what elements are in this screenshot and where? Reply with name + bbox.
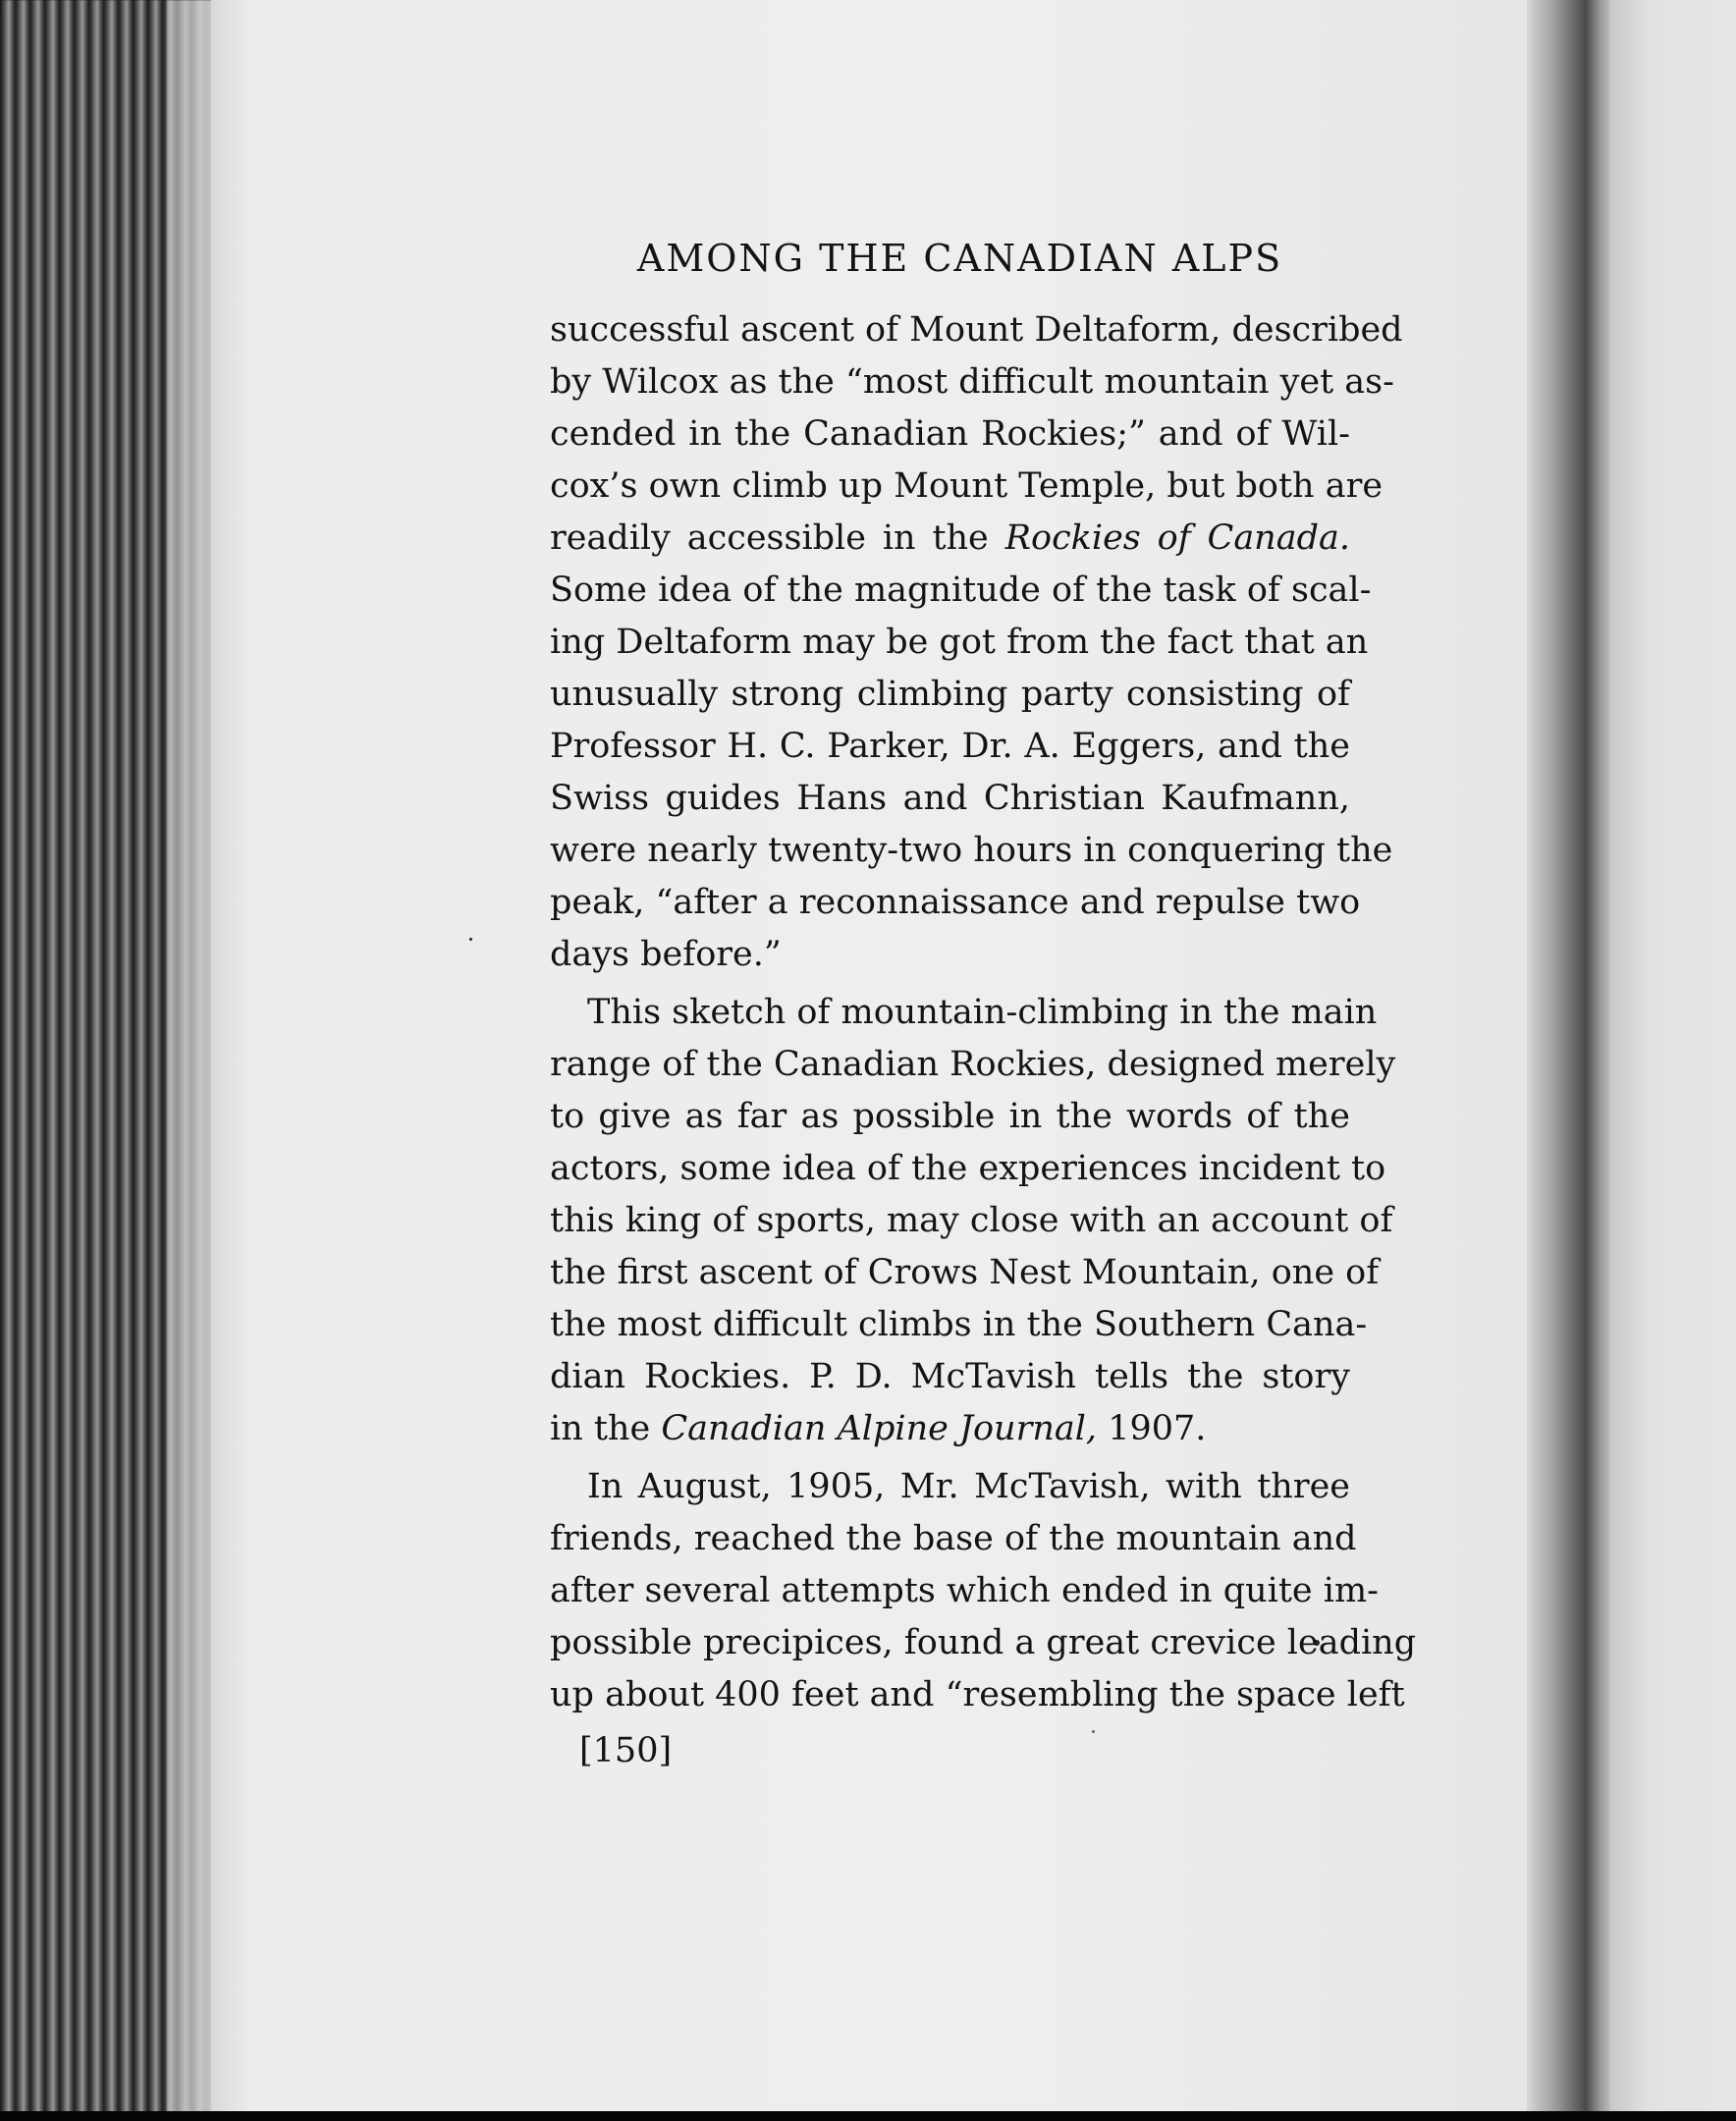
text-line: Professor H. C. Parker, Dr. A. Eggers, and the bbox=[550, 727, 1350, 766]
text-line: Swiss guides Hans and Christian Kaufmann, bbox=[550, 779, 1350, 818]
text-line: ing Deltaform may be got from the fact that an bbox=[550, 623, 1369, 662]
text-line: by Wilcox as the “most difficult mountain yet as- bbox=[550, 362, 1394, 402]
text-line: dian Rockies. P. D. McTavish tells the story bbox=[550, 1357, 1350, 1396]
text-line: cox’s own climb up Mount Temple, but both are bbox=[550, 466, 1383, 506]
text-line: cended in the Canadian Rockies;” and of Wil- bbox=[550, 414, 1350, 454]
text-line: In August, 1905, Mr. McTavish, with three bbox=[587, 1467, 1350, 1506]
paragraph-3 bbox=[550, 1461, 1417, 1721]
italic-title: Rockies of Canada. bbox=[1004, 518, 1350, 558]
page-number: [150] bbox=[579, 1731, 673, 1770]
text-line: peak, “after a reconnaissance and repulse two bbox=[550, 883, 1361, 922]
italic-title: Canadian Alpine Journal, bbox=[661, 1409, 1098, 1448]
paragraph-2 bbox=[550, 987, 1396, 1455]
text-line: after several attempts which ended in quite im- bbox=[550, 1571, 1379, 1610]
text-line: the first ascent of Crows Nest Mountain, one of bbox=[550, 1253, 1380, 1292]
text-line: days before.” bbox=[550, 935, 782, 974]
text-line-italic-title: in the Canadian Alpine Journal, 1907. bbox=[550, 1409, 1207, 1448]
page-text bbox=[550, 236, 1417, 1777]
paragraph-1 bbox=[550, 304, 1403, 981]
facing-page-edge bbox=[1610, 0, 1736, 2121]
text-line: the most difficult climbs in the Southern Cana- bbox=[550, 1305, 1368, 1344]
text-line-italic-title: readily accessible in the Rockies of Canada. bbox=[550, 518, 1350, 558]
text-line: up about 400 feet and “resembling the space left bbox=[550, 1675, 1405, 1714]
text-line: Some idea of the magnitude of the task of scal- bbox=[550, 571, 1372, 610]
text-line: This sketch of mountain-climbing in the main bbox=[587, 993, 1378, 1032]
running-head: AMONG THE CANADIAN ALPS bbox=[636, 237, 1283, 280]
scan-bottom-border bbox=[0, 2111, 1736, 2121]
paper-speck bbox=[469, 938, 472, 941]
book-gutter bbox=[1527, 0, 1615, 2121]
text-line: unusually strong climbing party consisting of bbox=[550, 675, 1350, 714]
text-line: friends, reached the base of the mountain and bbox=[550, 1519, 1357, 1558]
text-line: range of the Canadian Rockies, designed merely bbox=[550, 1045, 1396, 1084]
text-line: possible precipices, found a great crevice leading bbox=[550, 1623, 1417, 1662]
text-line: successful ascent of Mount Deltaform, described bbox=[550, 310, 1403, 350]
text-line: to give as far as possible in the words of the bbox=[550, 1097, 1350, 1136]
text-line: actors, some idea of the experiences incident to bbox=[550, 1149, 1386, 1188]
text-line: were nearly twenty-two hours in conquering the bbox=[550, 831, 1393, 870]
text-line: this king of sports, may close with an account of bbox=[550, 1201, 1393, 1240]
page-edge-stack bbox=[0, 0, 226, 2121]
